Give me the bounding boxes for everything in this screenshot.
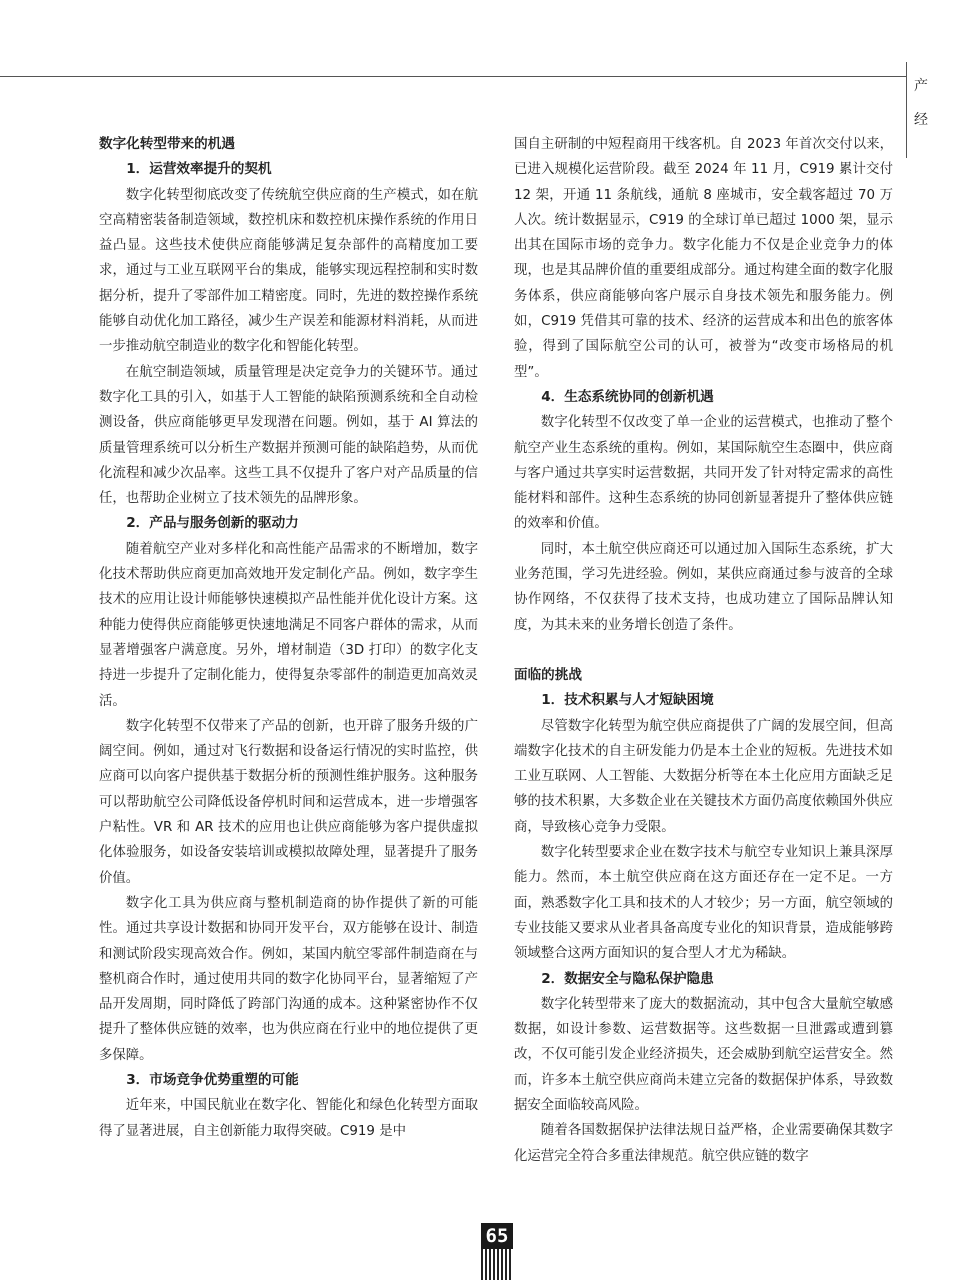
header-rule	[0, 76, 906, 77]
body-paragraph: 国自主研制的中短程商用干线客机。自 2023 年首次交付以来，已进入规模化运营阶段。截至 2024 年 11 月，C919 累计交付 12 架，开通 11 条航线，通航 8 座城市，安全载客超过 70 万人次。统计数据显示，C919 的全球订单已超过 1000 架，显示出其在国际市场的竞争力。数字化能力不仅是企业竞争力的体现，也是其品牌价值的重要组成部分。通过构建全面的数字化服务体系，供应商能够向客户展示自身技术领先和服务能力。例如，C919 凭借其可靠的技术、经济的运营成本和出色的旅客体验，得到了国际航空公司的认可，被誉为“改变市场格局的机型”。	[514, 137, 893, 380]
section-label-char-2: 经	[914, 112, 928, 128]
subsection-heading: 4．生态系统协同的创新机遇	[541, 388, 714, 405]
section-heading: 面临的挑战	[514, 666, 582, 683]
body-paragraph: 数字化转型要求企业在数字技术与航空专业知识上兼具深厚能力。然而，本土航空供应商在这方面还存在一定不足。一方面，熟悉数字化工具和技术的人才较少；另一方面，航空领域的专业技能又要求从业者具备高度专业化的知识背景，造成能够跨领域整合这两方面知识的复合型人才尤为稀缺。	[514, 845, 893, 962]
body-paragraph: 在航空制造领域，质量管理是决定竞争力的关键环节。通过数字化工具的引入，如基于人工智能的缺陷预测系统和全自动检测设备，供应商能够更早发现潜在问题。例如，基于 AI 算法的质量管理系统可以分析生产数据并预测可能的缺陷趋势，从而优化流程和减少次品率。这些工具不仅提升了客户对产品质量的信任，也帮助企业树立了技术领先的品牌形象。	[99, 364, 478, 507]
subsection-heading: 1．技术积累与人才短缺困境	[541, 692, 714, 709]
body-paragraph: 近年来，中国民航业在数字化、智能化和绿色化转型方面取得了显著进展，自主创新能力取得突破。C919 是中	[99, 1098, 478, 1139]
subsection-heading: 1．运营效率提升的契机	[126, 161, 272, 178]
body-paragraph: 数字化工具为供应商与整机制造商的协作提供了新的可能性。通过共享设计数据和协同开发平台，双方能够在设计、制造和测试阶段实现高效合作。例如，某国内航空零部件制造商在与整机商合作时，通过使用共同的数字化协同平台，显著缩短了产品开发周期，同时降低了跨部门沟通的成本。这种紧密协作不仅提升了整体供应链的效率，也为供应商在行业中的地位提供了更多保障。	[99, 895, 478, 1063]
body-paragraph: 随着各国数据保护法律法规日益严格，企业需要确保其数字化运营完全符合多重法律规范。航空供应链的数字	[514, 1123, 893, 1164]
body-paragraph: 数字化转型带来了庞大的数据流动，其中包含大量航空敏感数据，如设计参数、运营数据等。这些数据一旦泄露或遭到篡改，不仅可能引发企业经济损失，还会威胁到航空运营安全。然而，许多本土航空供应商尚未建立完备的数据保护体系，导致数据安全面临较高风险。	[514, 996, 893, 1113]
page-number: 65	[481, 1223, 513, 1249]
body-paragraph: 同时，本土航空供应商还可以通过加入国际生态系统，扩大业务范围，学习先进经验。例如，某供应商通过参与波音的全球协作网络，不仅获得了技术支持，也成功建立了国际品牌认知度，为其未来的业务增长创造了条件。	[514, 541, 893, 633]
left-text-column	[99, 132, 478, 1144]
section-marker-line	[906, 62, 907, 158]
section-label-char-1: 产	[914, 78, 928, 94]
subsection-heading: 3．市场竞争优势重塑的可能	[126, 1071, 299, 1088]
body-paragraph: 数字化转型彻底改变了传统航空供应商的生产模式，如在航空高精密装备制造领域，数控机床和数控机床操作系统的作用日益凸显。这些技术使供应商能够满足复杂部件的高精度加工要求，通过与工业互联网平台的集成，能够实现远程控制和实时数据分析，提升了零部件加工精密度。同时，先进的数控操作系统能够自动优化加工路径，减少生产误差和能源材料消耗，从而进一步推动航空制造业的数字化和智能化转型。	[99, 187, 478, 355]
body-paragraph: 随着航空产业对多样化和高性能产品需求的不断增加，数字化技术帮助供应商更加高效地开发定制化产品。例如，数字孪生技术的应用让设计师能够快速模拟产品性能并优化设计方案。这种能力使得供应商能够更快速地满足不同客户群体的需求，从而显著增强客户满意度。另外，增材制造（3D 打印）的数字化支持进一步提升了定制化能力，使得复杂零部件的制造更加高效灵活。	[99, 541, 478, 709]
body-paragraph: 数字化转型不仅带来了产品的创新，也开辟了服务升级的广阔空间。例如，通过对飞行数据和设备运行情况的实时监控，供应商可以向客户提供基于数据分析的预测性维护服务。这种服务可以帮助航空公司降低设备停机时间和运营成本，进一步增强客户粘性。VR 和 AR 技术的应用也让供应商能够为客户提供虚拟化体验服务，如设备安装培训或模拟故障处理，显著提升了服务价值。	[99, 718, 478, 886]
page-number-barcode-decoration	[481, 1249, 513, 1280]
subsection-heading: 2．数据安全与隐私保护隐患	[541, 970, 714, 987]
subsection-heading: 2．产品与服务创新的驱动力	[126, 515, 299, 532]
body-paragraph: 数字化转型不仅改变了单一企业的运营模式，也推动了整个航空产业生态系统的重构。例如，某国际航空生态圈中，供应商与客户通过共享实时运营数据，共同开发了针对特定需求的高性能材料和部件。这种生态系统的协同创新显著提升了整体供应链的效率和价值。	[514, 415, 893, 532]
right-text-column	[514, 132, 893, 1169]
body-paragraph: 尽管数字化转型为航空供应商提供了广阔的发展空间，但高端数字化技术的自主研发能力仍是本土企业的短板。先进技术如工业互联网、人工智能、大数据分析等在本土化应用方面缺乏足够的技术积累，大多数企业在关键技术方面仍高度依赖国外供应商，导致核心竞争力受限。	[514, 718, 893, 835]
section-heading: 数字化转型带来的机遇	[99, 136, 235, 152]
